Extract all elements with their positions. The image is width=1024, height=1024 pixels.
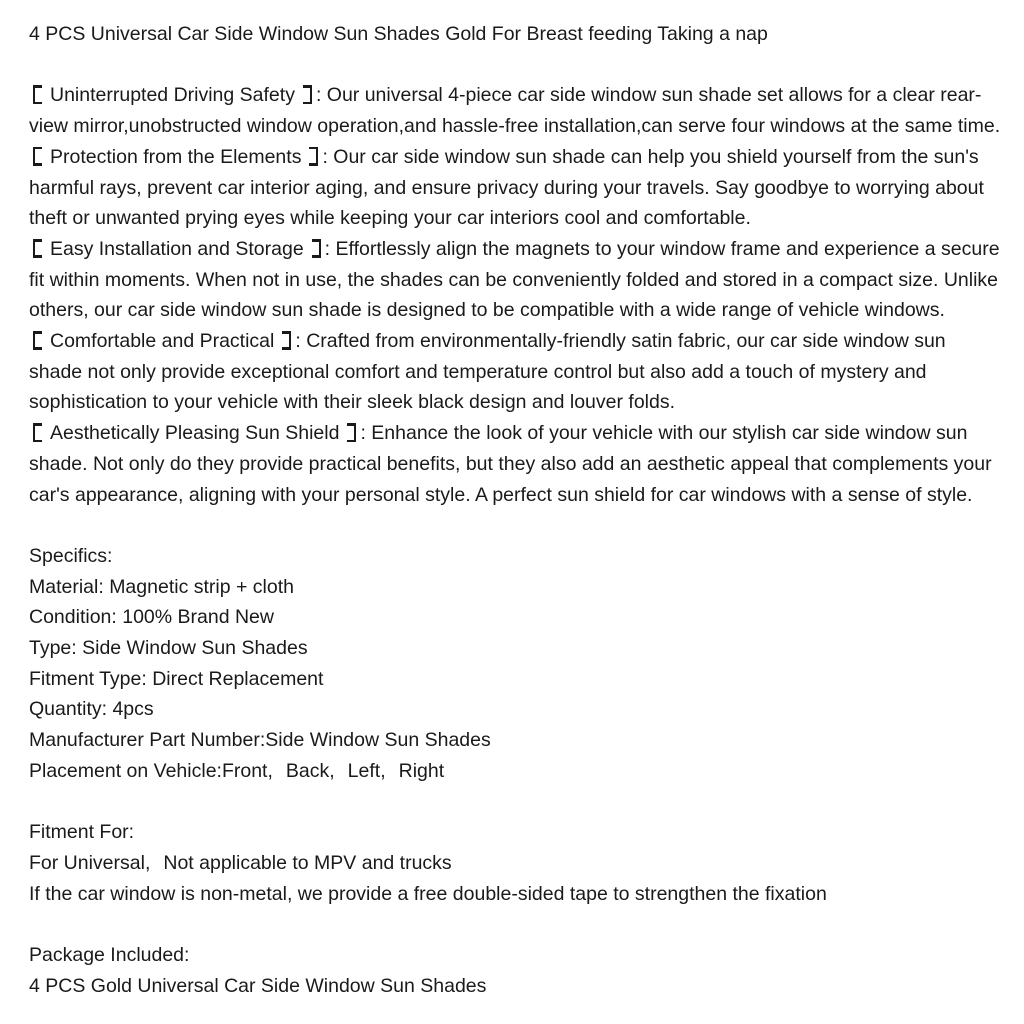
spec-row-fitment-type: Fitment Type: Direct Replacement (29, 667, 324, 690)
lenticular-open-bracket-icon (33, 423, 43, 442)
feature-label: Easy Installation and Storage (50, 237, 304, 260)
package-heading: Package Included: (29, 944, 190, 967)
lenticular-close-bracket-icon (308, 147, 318, 166)
feature-body: : Crafted from environmentally-friendly satin fabric, our car side window sun shade not only provide exceptional comfort and temperature control but also add a touch of mystery and sophistication to your vehicle with their sleek black design and louver folds. (29, 330, 946, 414)
fitment-heading: Fitment For: (29, 821, 135, 844)
feature-paragraph (29, 80, 1002, 141)
feature-label: Protection from the Elements (50, 145, 302, 168)
spec-row-condition: Condition: 100% Brand New (29, 606, 274, 629)
package-item: 4 PCS Gold Universal Car Side Window Sun Shades (29, 974, 487, 997)
fitment-part: For Universal (29, 851, 145, 874)
wide-comma: , (380, 759, 386, 782)
fitment-universal-line (29, 848, 1002, 879)
spec-row-mpn: Manufacturer Part Number:Side Window Sun Shades (29, 729, 491, 752)
lenticular-close-bracket-icon (311, 239, 321, 258)
wide-comma: , (329, 759, 335, 782)
features-section (29, 80, 1002, 510)
lenticular-open-bracket-icon (33, 331, 43, 350)
feature-body: : Our universal 4-piece car side window sun shade set allows for a clear rear-view mirror,unobstructed window operation,and hassle-free installation,can serve four windows at the same time. (29, 84, 1001, 138)
feature-label: Comfortable and Practical (50, 330, 275, 353)
feature-body: : Our car side window sun shade can help you shield yourself from the sun's harmful rays, prevent car interior aging, and ensure privacy during your travels. Say goodbye to worrying about theft or unwanted prying eyes while keeping your car interiors cool and comfortable. (29, 145, 984, 230)
feature-paragraph (29, 418, 1002, 510)
spec-row-quantity: Quantity: 4pcs (29, 698, 154, 721)
spec-row-type: Type: Side Window Sun Shades (29, 637, 308, 660)
placement-label: Placement on Vehicle: (29, 759, 222, 782)
fitment-section (29, 817, 1002, 909)
specifics-section (29, 541, 1002, 787)
product-title: 4 PCS Universal Car Side Window Sun Shades Gold For Breast feeding Taking a nap (29, 23, 768, 45)
lenticular-close-bracket-icon (302, 85, 312, 104)
spec-row-placement (29, 756, 1002, 787)
feature-paragraph (29, 326, 1002, 418)
fitment-tape-note: If the car window is non-metal, we provide a free double-sided tape to strengthen the fixation (29, 882, 827, 905)
placement-value: Back (285, 759, 330, 782)
fitment-part: Not applicable to MPV and trucks (163, 851, 452, 874)
feature-body: : Effortlessly align the magnets to your window frame and experience a secure fit within moments. When not in use, the shades can be conveniently folded and stored in a compact size. Unlike others, our car side window sun shade is designed to be compatible with a wide range of vehicle windows. (29, 237, 1000, 322)
feature-paragraph (29, 234, 1002, 326)
wide-comma: , (144, 851, 151, 874)
feature-paragraph (29, 142, 1002, 234)
placement-value: Right (398, 759, 445, 782)
specifics-heading: Specifics: (29, 544, 113, 567)
feature-label: Uninterrupted Driving Safety (50, 84, 295, 107)
lenticular-close-bracket-icon (346, 423, 356, 442)
placement-value: Left (347, 759, 381, 782)
feature-label: Aesthetically Pleasing Sun Shield (50, 422, 340, 445)
spec-row-material: Material: Magnetic strip + cloth (29, 575, 294, 598)
lenticular-close-bracket-icon (281, 331, 291, 350)
feature-body: : Enhance the look of your vehicle with our stylish car side window sun shade. Not only do they provide practical benefits, but they also add an aesthetic appeal that complements your car's appearance, aligning with your personal style. A perfect sun shield for car windows with a sense of style. (29, 422, 992, 506)
placement-value: Front (221, 759, 268, 782)
lenticular-open-bracket-icon (33, 239, 43, 258)
lenticular-open-bracket-icon (33, 147, 43, 166)
wide-comma: , (267, 759, 273, 782)
package-section (29, 940, 1002, 1001)
lenticular-open-bracket-icon (33, 85, 43, 104)
